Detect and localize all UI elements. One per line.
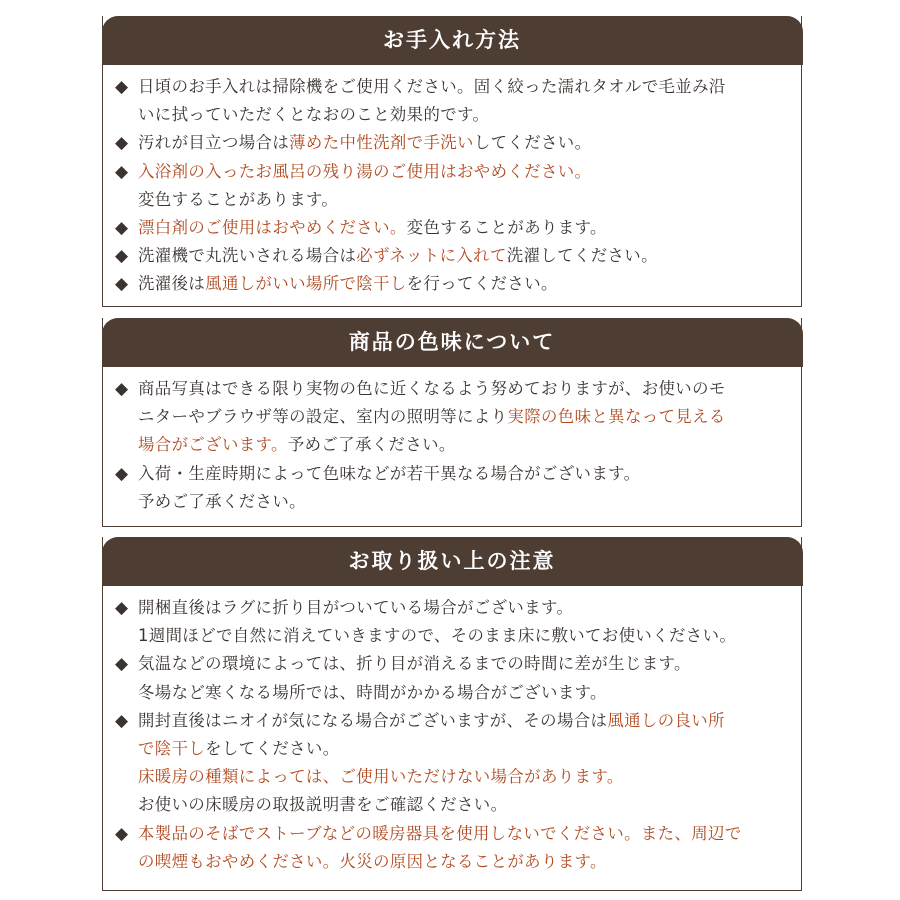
text-line (138, 848, 791, 876)
highlighted-text: 本製品のそばでストーブなどの暖房器具を使用しないでください。また、周辺で (138, 823, 742, 843)
text-segment: お使いの床暖房の取扱説明書をご確認ください。 (138, 795, 508, 815)
section-title: お取り扱い上の注意 (102, 537, 803, 586)
list-item (115, 158, 791, 214)
item-text (138, 650, 791, 706)
text-line (138, 707, 791, 735)
highlighted-text: の喫煙もおやめください。火災の原因となることがあります。 (138, 851, 607, 871)
item-text (138, 158, 791, 214)
text-segment: 入荷・生産時期によって色味などが若干異なる場合がございます。 (138, 463, 641, 483)
item-text (138, 375, 791, 460)
highlighted-text: 入浴剤の入ったお風呂の残り湯のご使用はおやめください。 (138, 161, 592, 181)
list-item (115, 214, 791, 242)
text-segment: 日頃のお手入れは掃除機をご使用ください。固く絞った濡れタオルで毛並み沿 (138, 77, 726, 96)
section-body (103, 367, 801, 516)
highlighted-text: 風通しがいい場所で陰干し (205, 274, 407, 294)
list-item (115, 242, 791, 270)
highlighted-text: 薄めた中性洗剤で手洗い (289, 133, 474, 153)
text-segment: 気温などの環境によっては、折り目が消えるまでの時間に差が生じます。 (138, 654, 691, 674)
list-item (115, 650, 791, 706)
text-segment: 変色することがあります。 (406, 218, 607, 238)
list-item (115, 460, 791, 516)
diamond-icon: ◆ (115, 274, 129, 295)
text-line (138, 403, 791, 431)
item-text (138, 594, 791, 650)
text-line (138, 594, 791, 622)
care-section (102, 16, 802, 307)
list-item (115, 375, 791, 460)
highlighted-text: 実際の色味と異なって見える (507, 407, 726, 427)
text-segment: 洗濯機で丸洗いされる場合は (138, 246, 357, 266)
text-line (138, 679, 791, 707)
highlighted-text: 床暖房の種類によっては、ご使用いただけない場合があります。 (138, 767, 624, 787)
section-body (103, 586, 801, 876)
list-item (115, 73, 791, 129)
diamond-icon: ◆ (115, 161, 129, 182)
list-item (115, 820, 791, 876)
text-line (138, 820, 791, 848)
item-text (138, 73, 791, 129)
text-segment: 1週間ほどで自然に消えていきますので、そのまま床に敷いてお使いください。 (138, 626, 737, 646)
text-line (138, 270, 791, 298)
text-line (138, 158, 791, 186)
list-item (115, 707, 791, 820)
text-line (138, 73, 791, 101)
text-segment: ニターやブラウザ等の設定、室内の照明等により (138, 407, 508, 427)
text-line (138, 488, 791, 516)
text-line (138, 242, 791, 270)
text-line (138, 186, 791, 214)
text-line (138, 375, 791, 403)
diamond-icon: ◆ (115, 463, 129, 484)
text-line (138, 791, 791, 819)
section-body (103, 65, 801, 299)
text-segment: 商品写真はできる限り実物の色に近くなるよう努めておりますが、お使いのモ (138, 379, 726, 398)
item-text (138, 820, 791, 876)
text-segment: 開梱直後はラグに折り目がついている場合がございます。 (138, 598, 574, 617)
highlighted-text: 必ずネットに入れて (356, 246, 507, 266)
diamond-icon: ◆ (115, 823, 129, 844)
text-segment: を行ってください。 (406, 274, 558, 294)
text-line (138, 460, 791, 488)
diamond-icon: ◆ (115, 246, 129, 267)
list-item (115, 270, 791, 298)
text-line (138, 129, 791, 157)
highlighted-text: 漂白剤のご使用はおやめください。 (138, 218, 407, 238)
text-segment: 変色することがあります。 (138, 189, 339, 209)
diamond-icon: ◆ (115, 218, 129, 239)
diamond-icon: ◆ (115, 133, 129, 154)
item-text (138, 460, 791, 516)
item-text (138, 214, 791, 242)
text-line (138, 214, 791, 242)
section-title: お手入れ方法 (102, 16, 803, 65)
text-line (138, 735, 791, 763)
text-line (138, 763, 791, 791)
text-segment: 開封直後はニオイが気になる場合がございますが、その場合は (138, 710, 608, 730)
color-section (102, 318, 802, 527)
diamond-icon: ◆ (115, 379, 129, 399)
list-item (115, 129, 791, 157)
item-text (138, 270, 791, 298)
text-segment: 汚れが目立つ場合は (138, 133, 290, 153)
text-segment: 予めご了承ください。 (287, 435, 456, 455)
highlighted-text: 風通しの良い所 (607, 710, 725, 730)
text-line (138, 101, 791, 129)
text-line (138, 622, 791, 650)
item-text (138, 707, 791, 820)
diamond-icon: ◆ (115, 710, 129, 731)
diamond-icon: ◆ (115, 598, 129, 618)
item-text (138, 129, 791, 157)
text-segment: してください。 (473, 133, 592, 153)
list-item (115, 594, 791, 650)
diamond-icon: ◆ (115, 77, 129, 97)
text-line (138, 650, 791, 678)
handling-section (102, 537, 802, 891)
highlighted-text: 場合がございます。 (138, 435, 288, 455)
text-segment: をしてください。 (205, 739, 340, 759)
text-segment: 冬場など寒くなる場所では、時間がかかる場合がございます。 (138, 682, 607, 702)
text-segment: 洗濯後は (138, 274, 206, 294)
diamond-icon: ◆ (115, 654, 129, 675)
text-segment: 洗濯してください。 (506, 246, 658, 266)
highlighted-text: で陰干し (138, 739, 206, 759)
item-text (138, 242, 791, 270)
text-segment: いに拭っていただくとなおのこと効果的です。 (138, 105, 490, 125)
text-segment: 予めご了承ください。 (138, 491, 306, 511)
text-line (138, 431, 791, 459)
section-title: 商品の色味について (102, 318, 803, 367)
